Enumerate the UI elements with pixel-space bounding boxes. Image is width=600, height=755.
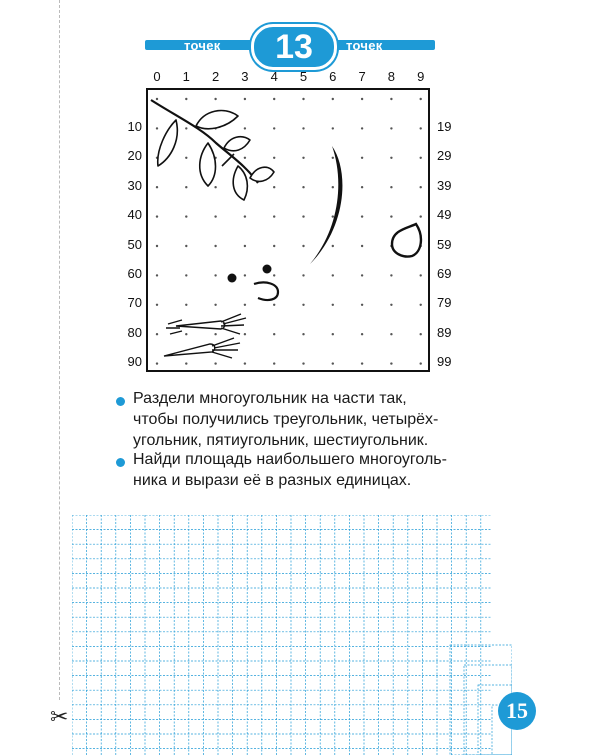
grid-dot	[214, 362, 216, 364]
grid-dot	[332, 98, 334, 100]
grid-dot	[332, 215, 334, 217]
grid-dot	[185, 245, 187, 247]
grid-dot	[390, 333, 392, 335]
grid-dot	[214, 186, 216, 188]
grid-dot	[273, 333, 275, 335]
grid-dot	[185, 362, 187, 364]
grid-dot	[156, 186, 158, 188]
page-number: 15	[498, 692, 536, 730]
grid-dot	[244, 362, 246, 364]
row-number-left: 30	[127, 177, 142, 193]
row-number-right: 19	[437, 119, 452, 134]
grid-dot	[302, 333, 304, 335]
row-number-right: 89	[437, 324, 452, 340]
row-number-right: 99	[437, 354, 452, 370]
grid-dot	[420, 98, 422, 100]
header-right-label: точек	[346, 38, 383, 53]
grid-dot	[156, 304, 158, 306]
grid-dot	[185, 215, 187, 217]
grid-dot	[361, 215, 363, 217]
grid-dot	[420, 333, 422, 335]
grid-dot	[273, 274, 275, 276]
row-number-right: 79	[437, 295, 452, 311]
grid-dot	[361, 127, 363, 129]
grid-dot	[302, 304, 304, 306]
grid-dot	[332, 186, 334, 188]
drop-shape-mark	[392, 224, 421, 257]
grid-dot	[273, 127, 275, 129]
grid-dot	[244, 98, 246, 100]
row-number-left: 60	[127, 266, 142, 281]
grid-dot	[420, 304, 422, 306]
bullet-marker	[116, 458, 125, 467]
column-number: 8	[387, 69, 395, 84]
column-number: 5	[299, 69, 308, 84]
grid-dot	[273, 362, 275, 364]
column-number: 0	[153, 69, 161, 84]
mouse-face-icon	[228, 265, 279, 301]
grid-dot	[390, 304, 392, 306]
column-number: 1	[182, 69, 190, 84]
scissors-icon: ✂	[50, 704, 69, 729]
grid-dot	[332, 333, 334, 335]
cut-line	[59, 0, 60, 700]
grid-dot	[185, 127, 187, 129]
grid-dot	[302, 245, 304, 247]
grid-dot	[244, 274, 246, 276]
instruction-2-line-1: Найди площадь наибольшего многоуголь-	[133, 451, 447, 468]
grid-dot	[302, 186, 304, 188]
grid-dot	[273, 98, 275, 100]
grid-dot	[420, 215, 422, 217]
grid-dot	[185, 186, 187, 188]
grid-dot	[361, 274, 363, 276]
column-number: 7	[358, 69, 366, 84]
grid-dot	[214, 333, 216, 335]
grid-dot	[332, 245, 334, 247]
grid-dot	[390, 98, 392, 100]
grid-dot	[273, 157, 275, 159]
grid-dot	[420, 274, 422, 276]
row-number-left: 20	[127, 148, 142, 164]
grid-dot	[302, 362, 304, 364]
grid-dot	[214, 98, 216, 100]
column-number: 9	[417, 69, 425, 84]
grid-dot	[273, 245, 275, 247]
grid-dot	[156, 245, 158, 247]
column-number: 3	[241, 69, 249, 84]
row-number-left: 90	[127, 354, 142, 370]
grid-dot	[361, 186, 363, 188]
row-number-right: 49	[437, 207, 452, 223]
grid-dot	[214, 245, 216, 247]
grid-dot	[244, 304, 246, 306]
instruction-1-line-3: угольник, пятиугольник, шестиугольник.	[133, 432, 429, 449]
grid-dot	[156, 362, 158, 364]
grid-dot	[302, 215, 304, 217]
grid-dot	[185, 274, 187, 276]
grid-dot	[185, 304, 187, 306]
grid-dot	[302, 274, 304, 276]
grid-dot	[390, 186, 392, 188]
row-number-left: 50	[127, 236, 142, 252]
row-number-right: 59	[437, 236, 452, 252]
grid-dot	[420, 186, 422, 188]
grid-dot	[244, 157, 246, 159]
grid-dot	[273, 304, 275, 306]
grid-dot	[156, 274, 158, 276]
row-number-left: 80	[127, 324, 142, 340]
bullet-marker	[116, 397, 125, 406]
grid-dot	[361, 333, 363, 335]
graph-paper-area	[72, 515, 512, 755]
grid-dot	[361, 98, 363, 100]
grid-dot	[302, 127, 304, 129]
grid-dot	[332, 127, 334, 129]
grid-dot	[390, 215, 392, 217]
row-number-right: 39	[437, 177, 452, 193]
grid-dot	[390, 362, 392, 364]
row-number-left: 40	[127, 207, 142, 223]
grid-dot	[156, 127, 158, 129]
grid-dot	[156, 333, 158, 335]
grid-dot	[420, 157, 422, 159]
grid-dot	[244, 215, 246, 217]
grid-dot	[185, 98, 187, 100]
instruction-1-line-2: чтобы получились треугольник, четырёх-	[133, 411, 439, 428]
instruction-2-line-2: ника и вырази её в разных единицах.	[133, 472, 412, 489]
instruction-1-line-1: Раздели многоугольник на части так,	[133, 390, 407, 407]
grid-dot	[332, 362, 334, 364]
grid-dot	[361, 245, 363, 247]
grid-dot	[156, 215, 158, 217]
grid-dot	[390, 274, 392, 276]
dot-grid-puzzle	[146, 88, 430, 372]
grid-dot	[185, 333, 187, 335]
row-number-left: 10	[127, 119, 142, 134]
puzzle-frame	[147, 89, 429, 371]
grid-dot	[361, 157, 363, 159]
grid-dot	[332, 157, 334, 159]
grid-dot	[390, 127, 392, 129]
grid-dot	[361, 362, 363, 364]
grid-dot	[214, 215, 216, 217]
header-left-label: точек	[184, 38, 221, 53]
grid-dot	[244, 333, 246, 335]
carrots-icon	[164, 314, 246, 358]
grid-dot	[244, 127, 246, 129]
grid-dot	[332, 274, 334, 276]
grid-dot	[273, 215, 275, 217]
points-count-badge: 13	[251, 24, 337, 70]
row-number-left: 70	[127, 295, 142, 311]
column-number: 4	[270, 69, 278, 84]
grid-dot	[361, 304, 363, 306]
column-number: 2	[211, 69, 220, 84]
curved-stroke-mark	[310, 146, 342, 264]
grid-dot	[302, 98, 304, 100]
grid-dot	[420, 127, 422, 129]
column-number: 6	[329, 69, 337, 84]
branch-with-leaves-icon	[151, 100, 274, 200]
grid-dot	[273, 186, 275, 188]
grid-dot	[302, 157, 304, 159]
grid-dot	[185, 157, 187, 159]
grid-dot	[332, 304, 334, 306]
row-number-right: 69	[437, 266, 452, 281]
grid-dot	[420, 362, 422, 364]
grid-dot	[214, 274, 216, 276]
grid-dot	[390, 157, 392, 159]
grid-dot	[156, 98, 158, 100]
row-number-right: 29	[437, 148, 452, 164]
grid-dot	[214, 304, 216, 306]
grid-dot	[244, 245, 246, 247]
